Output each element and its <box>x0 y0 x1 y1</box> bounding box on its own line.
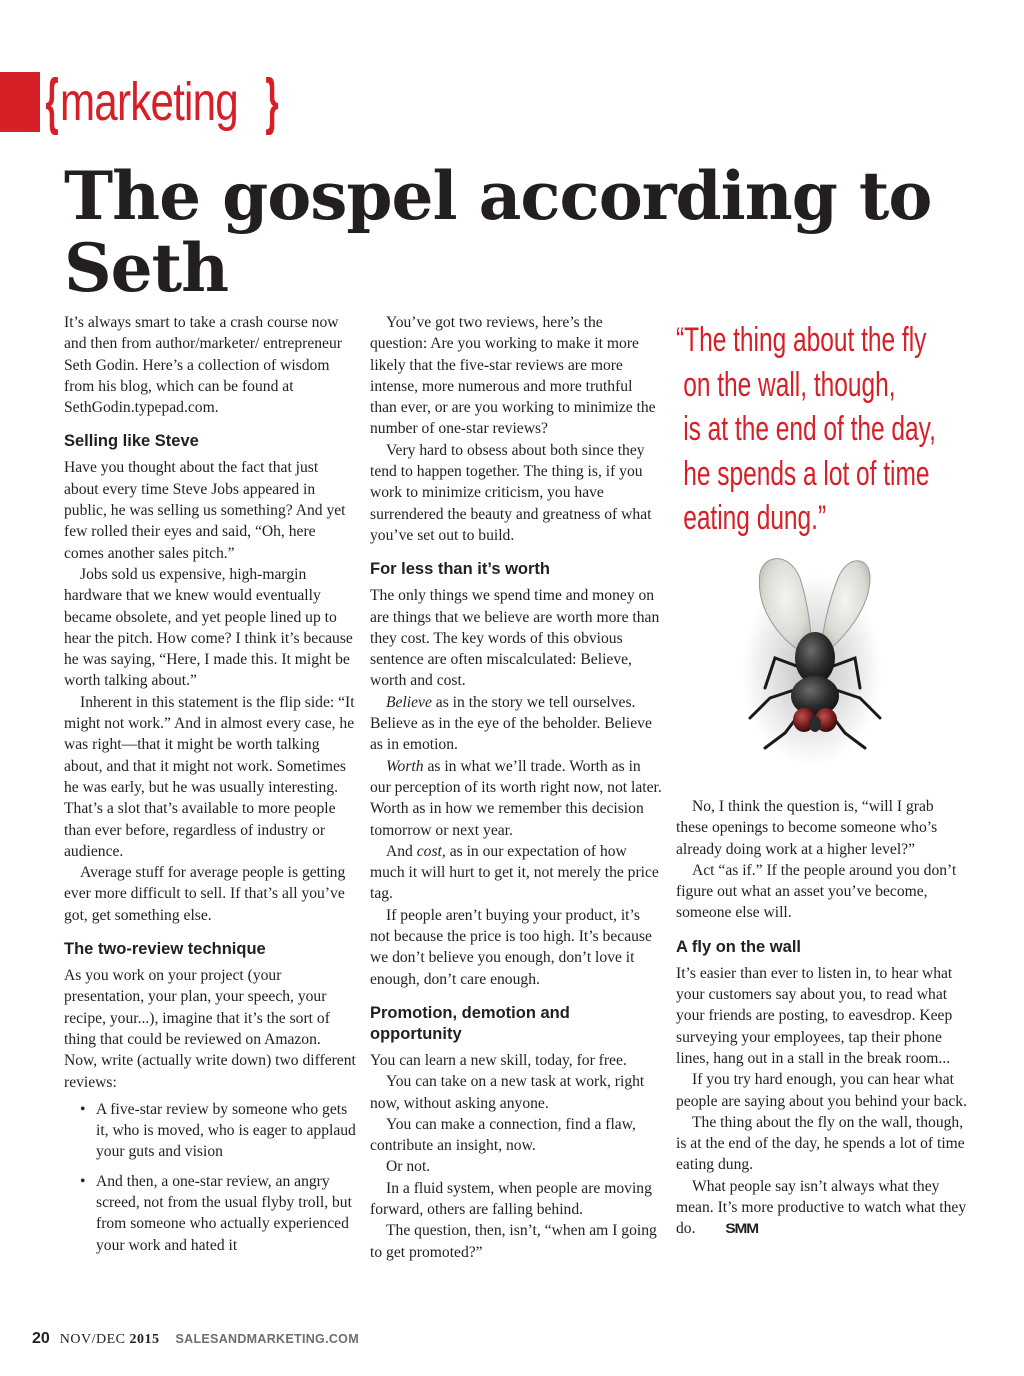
body-text: as in our expectation of how much it will hurt to get it, not merely the price tag. <box>370 842 659 903</box>
body-paragraph <box>370 841 662 905</box>
body-paragraph <box>676 1176 968 1240</box>
body-paragraph: No, I think the question is, “will I grab these openings to become someone who’s already doing work at a higher level?” <box>676 798 938 858</box>
page-number: 20 <box>32 1330 50 1347</box>
body-paragraph: The only things we spend time and money on are things that we believe are worth more than they cost. The key words of this obvious sentence are often miscalculated: Believe, worth and cost. <box>370 587 660 690</box>
pull-quote <box>676 318 976 541</box>
emphasis-believe: Believe <box>386 693 432 711</box>
column-2 <box>370 312 662 1263</box>
issue-date <box>60 1332 160 1348</box>
body-paragraph: You can take on a new task at work, right now, without asking anyone. <box>370 1073 645 1112</box>
body-text: What people say isn’t always what they mean. It’s more productive to watch what they do. <box>676 1177 967 1238</box>
fly-illustration <box>720 548 920 784</box>
body-paragraph: You can make a connection, find a flaw, contribute an insight, now. <box>370 1115 636 1155</box>
issue-month: NOV/DEC <box>59 1332 126 1347</box>
pull-quote-line: is at the end of the day, <box>683 410 936 448</box>
page-footer <box>32 1330 359 1348</box>
body-paragraph: Very hard to obsess about both since they tend to happen together. The thing is, if you work to minimize criticism, you have surrendered the beauty and greatness of what you’ve set out to build. <box>370 441 652 544</box>
emphasis-cost: cost, <box>416 842 446 860</box>
section-bracket-open: { <box>45 67 59 136</box>
body-paragraph <box>370 692 662 756</box>
body-paragraph: Inherent in this statement is the flip side: “It might not work.” And in almost every case, he was right—that it might be worth talking about, and that it might not work. Sometimes he was early, but he was usually interesting. That’s a slot that’s available to more people than ever before, regardless of industry or audience. <box>64 693 355 860</box>
column-1 <box>64 312 356 1264</box>
body-text: And <box>386 842 417 860</box>
subhead-two-review-technique: The two-review technique <box>64 940 266 959</box>
pull-quote-line: he spends a lot of time <box>683 454 930 493</box>
body-paragraph: Average stuff for average people is getting ever more difficult to sell. If that’s all you’ve got, get something else. <box>64 864 346 924</box>
body-paragraph: It’s easier than ever to listen in, to hear what your customers say about you, to read what your friends are posting, to eavesdrop. Keep surveying your employees, tap their phone lines, hang out in a stall in the break room... <box>676 964 953 1067</box>
body-paragraph: Have you thought about the fact that just about every time Steve Jobs appeared in public, he was selling us something? And yet few rolled their eyes and said, “Oh, here comes another sales pitch.” <box>64 459 346 562</box>
body-text: as in the story we tell ourselves. Believe as in the eye of the beholder. Believe as in emotion. <box>370 693 652 754</box>
article-headline: The gospel according to Seth <box>64 157 932 307</box>
body-paragraph: Or not. <box>386 1158 431 1176</box>
subhead-fly-on-the-wall: A fly on the wall <box>676 937 801 956</box>
body-paragraph: You’ve got two reviews, here’s the question: Are you working to make it more likely that the five-star reviews are more intense, more numerous and more truthful than ever, or are you working to minimize the number of one-star reviews? <box>370 314 656 438</box>
body-paragraph: If you try hard enough, you can hear what people are saying about you behind your back. <box>676 1071 967 1110</box>
section-color-bar <box>0 72 40 132</box>
section-bracket-close: } <box>265 67 279 136</box>
bullet-item: • And then, a one-star review, an angry screed, not from the usual flyby troll, but from someone who actually experienced your work and hated it <box>96 1171 356 1256</box>
body-paragraph: You can learn a new skill, today, for free. <box>370 1051 627 1069</box>
issue-year: 2015 <box>129 1332 160 1347</box>
magazine-url: SALESANDMARKETING.COM <box>175 1332 359 1346</box>
smm-end-mark: SMM <box>724 1220 758 1237</box>
pull-quote-line: “The thing about the fly <box>676 321 927 359</box>
body-paragraph: The question, then, isn’t, “when am I going to get promoted?” <box>370 1222 657 1261</box>
body-text: as in what we’ll trade. Worth as in our perception of its worth right now, not later. Worth as in how we remember this decision tomorrow or next year. <box>370 757 662 839</box>
pull-quote-line: on the wall, though, <box>683 365 896 404</box>
body-paragraph: If people aren’t buying your product, it’s not because the price is too high. It’s because we don’t believe you enough, don’t love it enough, don’t care enough. <box>370 906 652 988</box>
intro-paragraph: It’s always smart to take a crash course now and then from author/marketer/ entrepreneur Seth Godin. Here’s a collection of wisdom from his blog, which can be found at SethGodin.typepad.com. <box>64 314 342 417</box>
body-paragraph: In a fluid system, when people are moving forward, others are falling behind. <box>370 1179 652 1218</box>
body-paragraph: The thing about the fly on the wall, though, is at the end of the day, he spends a lot of time eating dung. <box>676 1113 965 1174</box>
bullet-item: • A five-star review by someone who gets it, who is moved, who is eager to applaud your guts and vision <box>96 1099 356 1163</box>
subhead-for-less-than-its-worth: For less than it’s worth <box>370 560 550 579</box>
section-name: marketing <box>60 72 239 132</box>
section-label <box>40 62 284 142</box>
emphasis-worth: Worth <box>386 757 424 775</box>
subhead-promotion-demotion: Promotion, demotion and opportunity <box>370 1003 570 1043</box>
subhead-selling-like-steve: Selling like Steve <box>64 432 199 451</box>
review-bullet-list <box>64 1099 356 1256</box>
body-paragraph <box>370 756 662 841</box>
column-3 <box>676 796 968 1240</box>
pull-quote-line: eating dung.” <box>683 499 827 537</box>
body-paragraph: Jobs sold us expensive, high-margin hardware that we knew would eventually became obsolete, and yet people lined up to hear the pitch. How come? I think it’s because he was saying, “Here, I made this. It might be worth talking about.” <box>64 565 353 690</box>
body-paragraph: As you work on your project (your presentation, your plan, your speech, your recipe, your...), imagine that it’s the sort of thing that could be reviewed on Amazon. Now, write (actually write down) two different reviews: <box>64 967 356 1091</box>
fly-head <box>809 716 821 732</box>
body-paragraph: Act “as if.” If the people around you don’t figure out what an asset you’ve become, someone else will. <box>676 861 957 922</box>
